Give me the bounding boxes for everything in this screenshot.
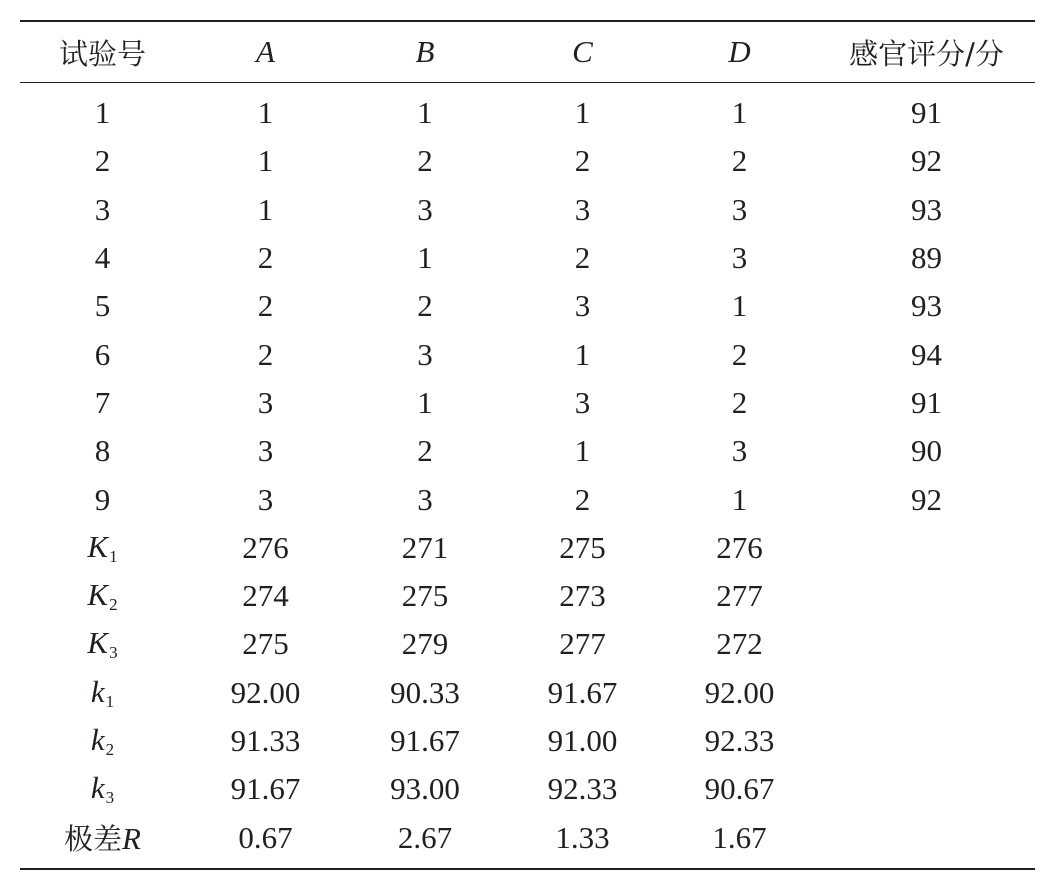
stat-row [20,524,1035,572]
header-factor-c: C [572,34,593,69]
trial-number-cell: 8 [94,433,111,469]
stat-label-cell [20,765,185,813]
stat-value-cell: 275 [401,578,449,614]
orthogonal-test-table [20,20,1035,870]
table-row [20,186,1035,234]
range-value-cell: 1.67 [712,819,767,855]
factor-level-cell: 2 [574,481,591,517]
factor-level-cell: 1 [574,433,591,469]
stat-value-cell: 91.33 [230,723,301,758]
factor-level-cell: 3 [574,288,591,324]
stat-row [20,717,1035,765]
stat-subscript: 1 [109,546,118,566]
stat-label-cell [20,572,185,620]
factor-level-cell: 2 [731,336,748,372]
stat-row [20,620,1035,668]
factor-level-cell: 3 [257,481,274,517]
stat-subscript: 2 [109,595,118,615]
stat-row [20,765,1035,813]
sensory-score-cell: 91 [911,384,942,420]
sensory-score-cell: 94 [911,336,942,372]
table-header [20,21,1035,83]
stat-row [20,669,1035,717]
trial-number-cell: 7 [94,384,111,420]
sensory-score-cell: 92 [911,481,942,517]
factor-level-cell: 3 [731,191,748,227]
factor-level-cell: 3 [731,433,748,469]
table-row [20,475,1035,523]
sensory-score-cell: 90 [911,433,942,469]
table-body [20,83,1035,869]
stat-value-cell: 277 [559,626,606,662]
stat-value-cell: 91.67 [390,723,460,758]
factor-level-cell: 3 [417,191,433,227]
range-label-cell [20,813,185,868]
factor-level-cell: 2 [417,433,433,469]
stat-value-cell: 279 [401,626,449,662]
factor-level-cell: 2 [257,240,274,276]
stat-value-cell: 275 [242,626,289,662]
factor-level-cell: 3 [257,384,274,420]
table-row [20,234,1035,282]
trial-number-cell: 5 [94,288,111,324]
range-label-symbol: R [122,821,141,857]
factor-level-cell: 2 [257,336,274,372]
stat-value-cell: 271 [401,529,449,565]
factor-level-cell: 3 [417,481,433,517]
stat-value-cell: 277 [716,578,763,614]
empty-cell [818,717,1035,765]
factor-level-cell: 3 [731,240,748,276]
stat-value-cell: 276 [716,529,763,565]
trial-number-cell: 9 [94,481,111,517]
stat-subscript: 3 [105,788,115,808]
stat-value-cell: 273 [559,578,606,614]
table-row [20,282,1035,330]
header-sensory-score: 感官评分/分 [849,36,1004,71]
stat-symbol: k [90,673,105,709]
header-factor-d: D [728,34,751,69]
empty-cell [818,813,1035,868]
factor-level-cell: 1 [257,191,274,227]
stat-symbol: k [90,770,105,806]
range-value-cell: 2.67 [397,819,453,855]
stat-value-cell: 276 [242,529,289,565]
table-row [20,379,1035,427]
header-factor-b: B [415,34,435,69]
header-trial-number: 试验号 [58,36,146,71]
factor-level-cell: 1 [257,95,274,131]
stat-value-cell: 92.00 [230,674,301,710]
factor-level-cell: 1 [417,240,433,276]
factor-level-cell: 1 [731,288,748,324]
factor-level-cell: 1 [574,95,591,131]
empty-cell [818,765,1035,813]
stat-label-cell [20,717,185,765]
factor-level-cell: 1 [731,95,748,131]
empty-cell [818,524,1035,572]
factor-level-cell: 1 [417,95,433,131]
stat-value-cell: 93.00 [390,771,460,807]
table-row [20,427,1035,475]
header-factor-a: A [256,34,275,69]
stat-subscript: 3 [109,643,118,663]
stat-value-cell: 90.67 [704,771,775,807]
factor-level-cell: 2 [417,288,433,324]
trial-number-cell: 4 [94,240,111,276]
sensory-score-cell: 93 [911,191,942,227]
stat-value-cell: 92.33 [547,771,618,807]
trial-number-cell: 1 [94,95,111,131]
stat-value-cell: 91.67 [230,771,301,807]
factor-level-cell: 1 [417,384,433,420]
stat-value-cell: 272 [716,626,763,662]
table-row [20,137,1035,185]
sensory-score-cell: 92 [911,143,942,179]
stat-value-cell: 90.33 [390,674,460,710]
factor-level-cell: 1 [731,481,748,517]
orthogonal-test-table-container [20,20,1035,870]
factor-level-cell: 3 [574,191,591,227]
stat-value-cell: 92.00 [704,674,775,710]
factor-level-cell: 2 [731,384,748,420]
stat-symbol: K [87,625,109,661]
stat-label-cell [20,620,185,668]
range-label-text: 极差 [64,822,123,857]
stat-value-cell: 274 [242,578,289,614]
factor-level-cell: 3 [257,433,274,469]
sensory-score-cell: 91 [911,95,942,131]
empty-cell [818,572,1035,620]
stat-symbol: K [87,528,109,564]
range-value-cell: 1.33 [555,819,610,855]
factor-level-cell: 1 [257,143,274,179]
stat-symbol: K [87,577,109,613]
factor-level-cell: 2 [574,143,591,179]
factor-level-cell: 2 [731,143,748,179]
stat-symbol: k [90,722,105,757]
empty-cell [818,669,1035,717]
stat-subscript: 2 [105,740,115,759]
stat-label-cell [20,669,185,717]
stat-value-cell: 91.00 [547,723,618,758]
factor-level-cell: 3 [417,336,433,372]
factor-level-cell: 2 [257,288,274,324]
table-row [20,83,1035,138]
stat-row [20,572,1035,620]
trial-number-cell: 2 [94,143,111,179]
stat-label-cell [20,524,185,572]
range-row [20,813,1035,868]
stat-value-cell: 91.67 [547,674,618,710]
trial-number-cell: 6 [94,336,111,372]
header-row [20,21,1035,83]
table-row [20,330,1035,378]
factor-level-cell: 3 [574,384,591,420]
empty-cell [818,620,1035,668]
factor-level-cell: 1 [574,336,591,372]
range-value-cell: 0.67 [238,819,293,855]
sensory-score-cell: 89 [911,240,942,276]
stat-value-cell: 92.33 [704,723,775,758]
stat-subscript: 1 [105,691,115,711]
factor-level-cell: 2 [417,143,433,179]
sensory-score-cell: 93 [911,288,942,324]
trial-number-cell: 3 [94,191,111,227]
factor-level-cell: 2 [574,240,591,276]
stat-value-cell: 275 [559,529,606,565]
